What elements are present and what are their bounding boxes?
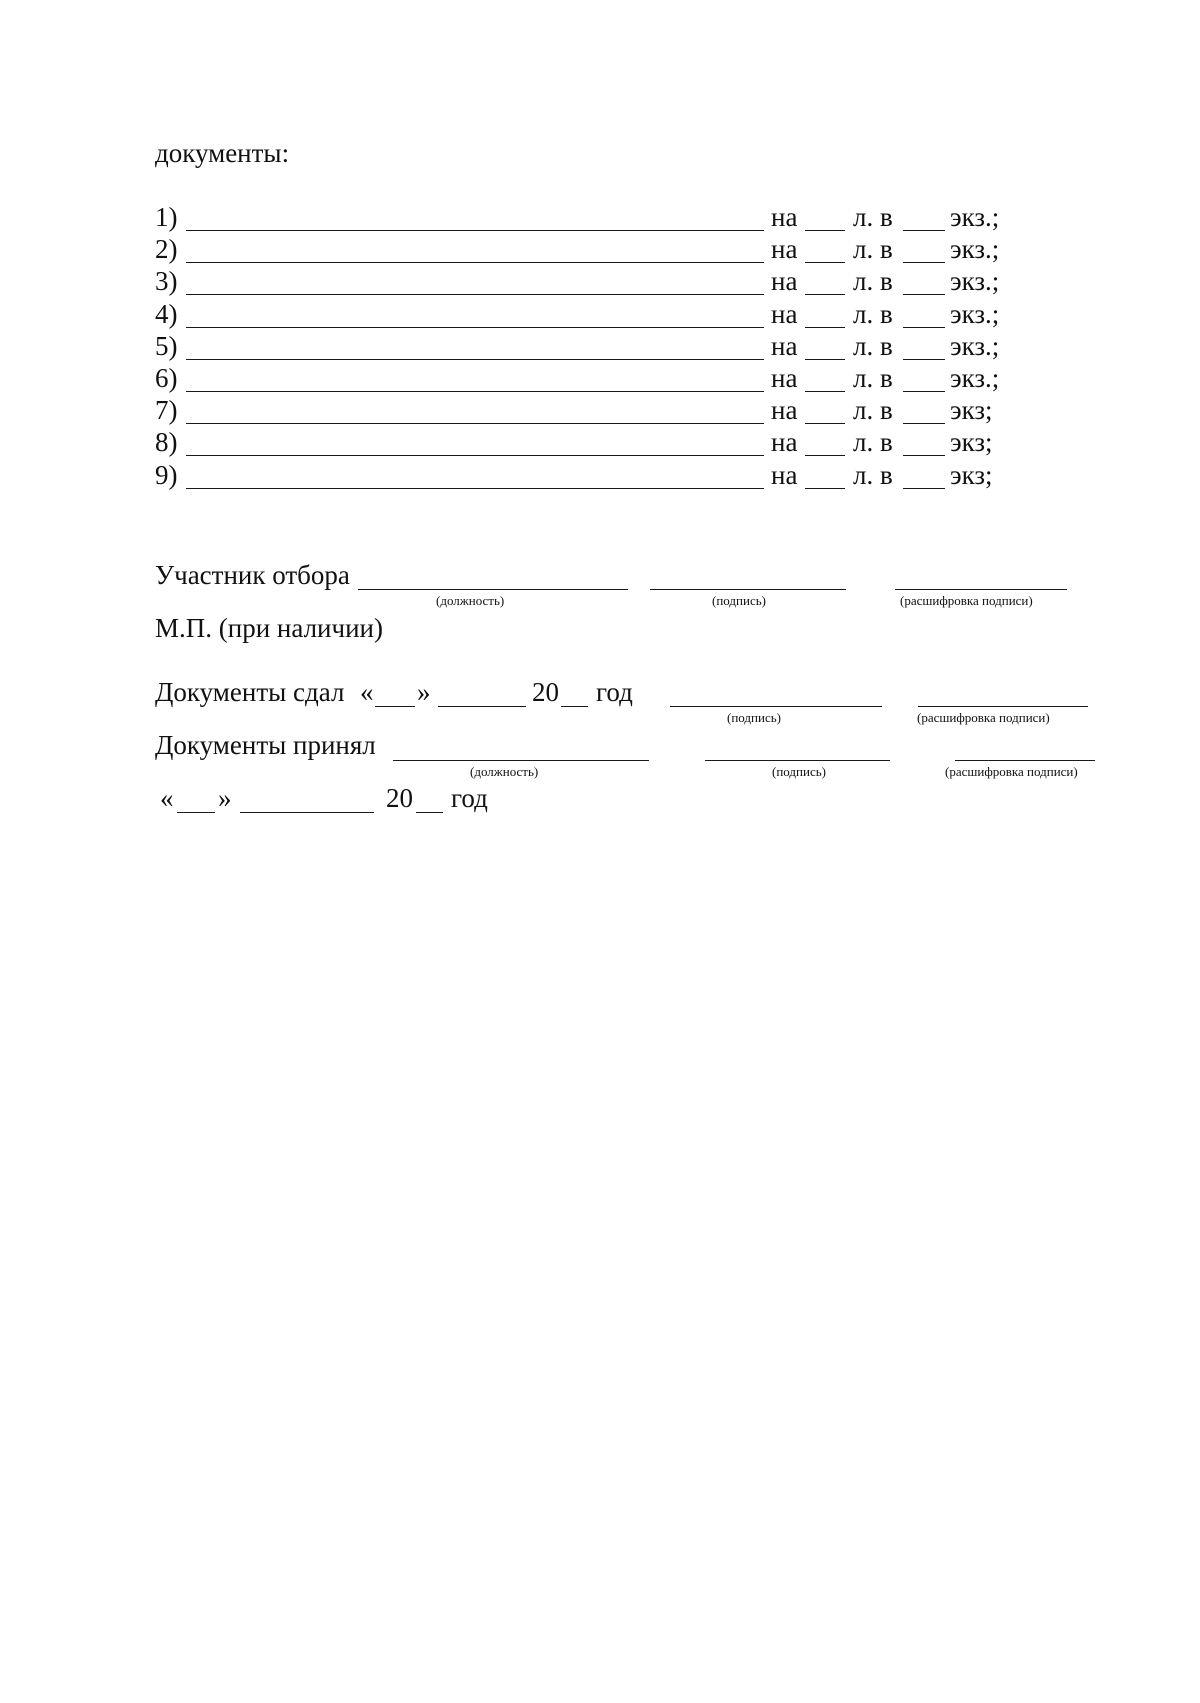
document-copies-line[interactable] bbox=[903, 294, 945, 295]
document-sheets-line[interactable] bbox=[805, 262, 845, 263]
document-row-ekz: экз.; bbox=[950, 234, 1000, 264]
document-name-line[interactable] bbox=[186, 455, 764, 456]
document-name-line[interactable] bbox=[186, 262, 764, 263]
document-row-number: 9) bbox=[155, 460, 178, 490]
handed-over-label: Документы сдал bbox=[155, 677, 345, 707]
document-name-line[interactable] bbox=[186, 423, 764, 424]
received-decoding-line[interactable] bbox=[955, 760, 1095, 761]
document-row-ekz: экз.; bbox=[950, 363, 1000, 393]
document-copies-line[interactable] bbox=[903, 230, 945, 231]
document-row-ekz: экз.; bbox=[950, 202, 1000, 232]
document-row-l-v: л. в bbox=[853, 202, 893, 232]
document-copies-line[interactable] bbox=[903, 488, 945, 489]
document-sheets-line[interactable] bbox=[805, 423, 845, 424]
document-row-l-v: л. в bbox=[853, 331, 893, 361]
document-row-number: 8) bbox=[155, 427, 178, 457]
handed-over-decoding-line[interactable] bbox=[918, 706, 1088, 707]
document-name-line[interactable] bbox=[186, 391, 764, 392]
document-row-na: на bbox=[771, 363, 798, 393]
document-row-l-v: л. в bbox=[853, 266, 893, 296]
document-row bbox=[0, 299, 1200, 331]
document-row-number: 4) bbox=[155, 299, 178, 329]
document-row-ekz: экз.; bbox=[950, 266, 1000, 296]
document-row-ekz: экз.; bbox=[950, 331, 1000, 361]
participant-position-caption: (должность) bbox=[436, 593, 505, 608]
document-row-na: на bbox=[771, 395, 798, 425]
document-row-l-v: л. в bbox=[853, 460, 893, 490]
received-position-line[interactable] bbox=[393, 760, 649, 761]
participant-decoding-line[interactable] bbox=[895, 589, 1067, 590]
handed-over-signature-caption: (подпись) bbox=[727, 710, 781, 725]
document-row-l-v: л. в bbox=[853, 427, 893, 457]
handed-over-open-quote: « bbox=[360, 677, 374, 707]
handed-over-day-line[interactable] bbox=[375, 706, 415, 707]
received-open-quote: « bbox=[160, 783, 174, 813]
document-row-number: 1) bbox=[155, 202, 178, 232]
document-copies-line[interactable] bbox=[903, 391, 945, 392]
document-row-na: на bbox=[771, 202, 798, 232]
document-row-number: 6) bbox=[155, 363, 178, 393]
received-year-word: год bbox=[451, 783, 488, 813]
participant-signature-line[interactable] bbox=[650, 589, 846, 590]
document-row-number: 5) bbox=[155, 331, 178, 361]
document-row-number: 3) bbox=[155, 266, 178, 296]
document-sheets-line[interactable] bbox=[805, 359, 845, 360]
document-sheets-line[interactable] bbox=[805, 230, 845, 231]
document-name-line[interactable] bbox=[186, 327, 764, 328]
document-sheets-line[interactable] bbox=[805, 327, 845, 328]
handed-over-signature-line[interactable] bbox=[670, 706, 882, 707]
document-sheets-line[interactable] bbox=[805, 294, 845, 295]
document-row bbox=[0, 202, 1200, 234]
participant-signature-caption: (подпись) bbox=[712, 593, 766, 608]
document-row-l-v: л. в bbox=[853, 395, 893, 425]
document-row-na: на bbox=[771, 299, 798, 329]
document-row-na: на bbox=[771, 427, 798, 457]
received-label: Документы принял bbox=[155, 730, 376, 760]
document-name-line[interactable] bbox=[186, 488, 764, 489]
received-month-line[interactable] bbox=[240, 812, 374, 813]
document-row-na: на bbox=[771, 266, 798, 296]
document-sheets-line[interactable] bbox=[805, 488, 845, 489]
document-row bbox=[0, 427, 1200, 459]
handed-over-close-quote: » bbox=[417, 677, 431, 707]
document-row bbox=[0, 395, 1200, 427]
document-row bbox=[0, 234, 1200, 266]
document-copies-line[interactable] bbox=[903, 262, 945, 263]
document-row-number: 2) bbox=[155, 234, 178, 264]
handed-over-month-line[interactable] bbox=[438, 706, 526, 707]
received-signature-caption: (подпись) bbox=[772, 764, 826, 779]
received-signature-line[interactable] bbox=[705, 760, 890, 761]
document-row-l-v: л. в bbox=[853, 363, 893, 393]
document-copies-line[interactable] bbox=[903, 423, 945, 424]
participant-label: Участник отбора bbox=[155, 560, 350, 590]
document-row-ekz: экз; bbox=[950, 395, 993, 425]
document-name-line[interactable] bbox=[186, 359, 764, 360]
received-position-caption: (должность) bbox=[470, 764, 539, 779]
handed-over-decoding-caption: (расшифровка подписи) bbox=[917, 710, 1050, 725]
document-copies-line[interactable] bbox=[903, 455, 945, 456]
document-sheets-line[interactable] bbox=[805, 455, 845, 456]
document-row-l-v: л. в bbox=[853, 299, 893, 329]
document-row-ekz: экз; bbox=[950, 427, 993, 457]
document-name-line[interactable] bbox=[186, 294, 764, 295]
document-row bbox=[0, 363, 1200, 395]
document-row-ekz: экз; bbox=[950, 460, 993, 490]
document-row-ekz: экз.; bbox=[950, 299, 1000, 329]
document-row-number: 7) bbox=[155, 395, 178, 425]
stamp-note: М.П. (при наличии) bbox=[155, 613, 383, 643]
received-decoding-caption: (расшифровка подписи) bbox=[945, 764, 1078, 779]
received-close-quote: » bbox=[218, 783, 232, 813]
document-row-na: на bbox=[771, 331, 798, 361]
handed-over-year-prefix: 20 bbox=[532, 677, 559, 707]
document-copies-line[interactable] bbox=[903, 359, 945, 360]
document-row bbox=[0, 331, 1200, 363]
document-row-l-v: л. в bbox=[853, 234, 893, 264]
participant-position-line[interactable] bbox=[358, 589, 628, 590]
received-day-line[interactable] bbox=[177, 812, 215, 813]
document-row-na: на bbox=[771, 234, 798, 264]
handed-over-year-word: год bbox=[596, 677, 633, 707]
handed-over-year-line[interactable] bbox=[561, 706, 588, 707]
participant-decoding-caption: (расшифровка подписи) bbox=[900, 593, 1033, 608]
received-year-line[interactable] bbox=[416, 812, 443, 813]
document-row bbox=[0, 460, 1200, 492]
document-sheets-line[interactable] bbox=[805, 391, 845, 392]
documents-heading: документы: bbox=[155, 138, 290, 168]
document-copies-line[interactable] bbox=[903, 327, 945, 328]
document-name-line[interactable] bbox=[186, 230, 764, 231]
document-row bbox=[0, 266, 1200, 298]
document-row-na: на bbox=[771, 460, 798, 490]
received-year-prefix: 20 bbox=[386, 783, 413, 813]
